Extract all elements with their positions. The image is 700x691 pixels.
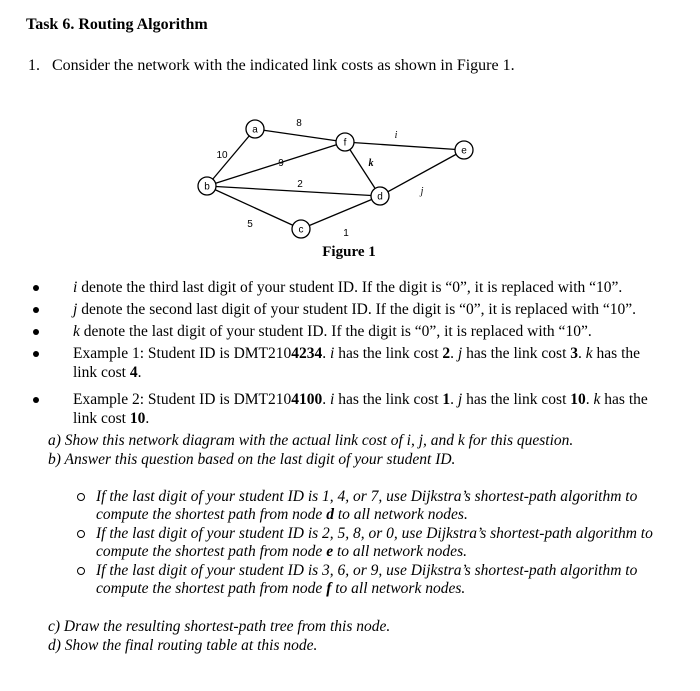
edge-b-c: [207, 186, 301, 229]
circle-bullet-icon: [77, 493, 85, 501]
edge-c-d: [301, 196, 380, 229]
bullet-icon: [33, 307, 39, 313]
bullet-icon: [33, 397, 39, 403]
option-2: If the last digit of your student ID is 2, 5, 8, or 0, use Dijkstra’s shortest-path algorithm to compute the shortest path from node e to all network nodes.: [88, 525, 668, 561]
svg-text:f: f: [343, 137, 347, 149]
list-item: j denote the second last digit of your student ID. If the digit is “0”, it is replaced with “10”.: [22, 300, 662, 319]
node-b: [198, 177, 216, 195]
task-title: Task 6. Routing Algorithm: [26, 16, 208, 33]
cost-a-f: 8: [296, 118, 302, 129]
cost-f-d: k: [368, 158, 374, 169]
edge-f-e: [345, 142, 464, 150]
cost-b-f: 9: [278, 158, 284, 169]
list-item: Example 1: Student ID is DMT2104234. i has the link cost 2. j has the link cost 3. k has the link cost 4.: [22, 344, 662, 382]
cost-b-c: 5: [247, 219, 253, 230]
part-b: b) Answer this question based on the last digit of your student ID.: [48, 451, 456, 468]
edge-b-f: [207, 142, 345, 186]
circle-bullet-icon: [77, 567, 85, 575]
node-d: [371, 187, 389, 205]
cost-d-e: j: [420, 186, 424, 197]
node-e: [455, 141, 473, 159]
option-1: If the last digit of your student ID is 1, 4, or 7, use Dijkstra’s shortest-path algorithm to compute the shortest path from node d to all network nodes.: [88, 488, 668, 524]
part-d: d) Show the final routing table at this node.: [48, 637, 318, 654]
svg-text:b: b: [204, 181, 210, 193]
option-3: If the last digit of your student ID is 3, 6, or 9, use Dijkstra’s shortest-path algorithm to compute the shortest path from node f to all network nodes.: [88, 562, 668, 598]
bullet-icon: [33, 285, 39, 291]
edge-b-d: [207, 186, 380, 196]
circle-bullet-icon: [77, 530, 85, 538]
question-text: Consider the network with the indicated link costs as shown in Figure 1.: [52, 57, 515, 74]
edge-b-a: [207, 129, 255, 186]
bullet-icon: [33, 351, 39, 357]
cost-b-a: 10: [216, 150, 228, 161]
node-f: [336, 133, 354, 151]
svg-text:a: a: [252, 124, 258, 136]
node-a: [246, 120, 264, 138]
list-item: i denote the third last digit of your student ID. If the digit is “0”, it is replaced with “10”.: [22, 278, 662, 297]
figure-caption: Figure 1: [322, 244, 376, 260]
edge-a-f: [255, 129, 345, 142]
list-item: k denote the last digit of your student ID. If the digit is “0”, it is replaced with “10”.: [22, 322, 662, 341]
edge-f-d: [345, 142, 380, 196]
network-figure: [0, 0, 700, 270]
node-c: [292, 220, 310, 238]
svg-text:d: d: [377, 191, 383, 203]
svg-text:e: e: [461, 145, 467, 157]
cost-c-d: 1: [343, 228, 349, 239]
part-a: a) Show this network diagram with the actual link cost of i, j, and k for this question.: [48, 432, 574, 449]
part-c: c) Draw the resulting shortest-path tree from this node.: [48, 618, 391, 635]
question-number: 1.: [28, 57, 40, 74]
bullet-icon: [33, 329, 39, 335]
definition-list: [22, 278, 662, 428]
svg-text:c: c: [298, 224, 304, 236]
cost-f-e: i: [394, 130, 398, 141]
list-item: Example 2: Student ID is DMT2104100. i has the link cost 1. j has the link cost 10. k has the link cost 10.: [22, 390, 662, 428]
cost-b-d: 2: [297, 179, 303, 190]
